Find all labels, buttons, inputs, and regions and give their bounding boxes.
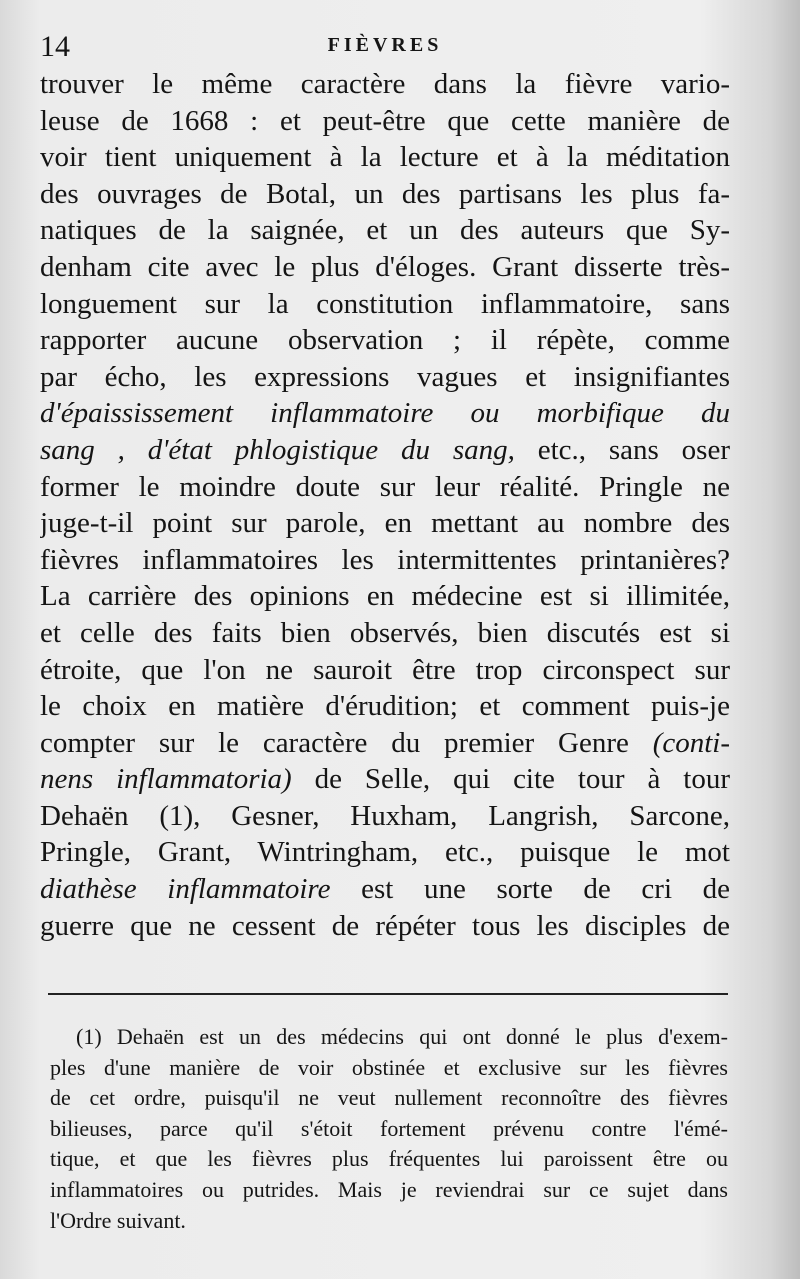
- text-span: voir tient uniquement à la lecture et à la méditation: [40, 141, 730, 174]
- text-span: etc., sans oser: [514, 433, 730, 466]
- text-span: leuse de 1668 : et peut-être que cette manière de: [40, 104, 730, 137]
- text-line: [40, 505, 730, 542]
- text-line: [40, 395, 730, 432]
- footnote-line: inflammatoires ou putrides. Mais je reviendrai sur ce sujet dans: [50, 1176, 728, 1202]
- text-line: [40, 652, 730, 689]
- text-span: est une sorte de cri de: [330, 873, 730, 906]
- page-header: [40, 30, 730, 70]
- footnote-line: (1) Dehaën est un des médecins qui ont donné le plus d'exem-: [76, 1024, 728, 1049]
- text-span: des ouvrages de Botal, un des partisans les plus fa-: [40, 177, 730, 210]
- text-line: [40, 908, 730, 945]
- page-number: 14: [40, 30, 70, 63]
- text-span: de Selle, qui cite tour à tour: [291, 763, 730, 796]
- text-line: [40, 176, 730, 213]
- footnote-line: bilieuses, parce qu'il s'étoit fortement prévenu contre l'émé-: [50, 1115, 728, 1141]
- text-span: juge-t-il point sur parole, en mettant au nombre des: [40, 507, 730, 540]
- footnote-line: de cet ordre, puisqu'il ne veut nullement reconnoître des fièvres: [50, 1085, 728, 1111]
- text-span: compter sur le caractère du premier Genre: [40, 726, 653, 759]
- italic-text: nens inflammatoria): [40, 763, 292, 796]
- text-line: [40, 286, 730, 323]
- text-line: [40, 688, 730, 725]
- text-span: La carrière des opinions en médecine est si illimitée,: [40, 580, 730, 613]
- text-line: [40, 761, 730, 798]
- text-line: [40, 542, 730, 579]
- text-span: denham cite avec le plus d'éloges. Grant disserte très-: [40, 250, 730, 283]
- text-line: [40, 871, 730, 908]
- footnote-separator: [48, 993, 728, 995]
- text-line: [40, 139, 730, 176]
- main-text-block: [40, 66, 730, 944]
- italic-text: d'épaississement inflammatoire ou morbifique du: [40, 397, 730, 430]
- text-span: étroite, que l'on ne sauroit être trop circonspect sur: [40, 653, 730, 686]
- footnote-line: l'Ordre suivant.: [50, 1207, 186, 1233]
- text-line: [40, 469, 730, 506]
- text-line: [40, 432, 730, 469]
- italic-text: sang , d'état phlogistique du sang,: [40, 433, 515, 466]
- text-span: Pringle, Grant, Wintringham, etc., puisque le mot: [40, 836, 730, 869]
- text-span: rapporter aucune observation ; il répète, comme: [40, 324, 730, 357]
- running-title: FIÈVRES: [327, 34, 443, 56]
- footnote-block: [50, 1022, 728, 1236]
- text-line: [40, 798, 730, 835]
- text-span: par écho, les expressions vagues et insignifiantes: [40, 360, 730, 393]
- text-span: le choix en matière d'érudition; et comment puis-je: [40, 690, 730, 723]
- text-line: [40, 66, 730, 103]
- italic-text: (conti-: [652, 726, 730, 759]
- text-span: natiques de la saignée, et un des auteurs que Sy-: [40, 214, 730, 247]
- text-span: longuement sur la constitution inflammatoire, sans: [40, 287, 730, 320]
- text-line: [40, 249, 730, 286]
- footnote-line: ples d'une manière de voir obstinée et exclusive sur les fièvres: [50, 1054, 728, 1080]
- italic-text: diathèse inflammatoire: [40, 873, 331, 906]
- text-span: Dehaën (1), Gesner, Huxham, Langrish, Sarcone,: [40, 799, 730, 832]
- text-line: [40, 322, 730, 359]
- text-span: trouver le même caractère dans la fièvre vario-: [40, 68, 730, 100]
- text-line: [40, 212, 730, 249]
- text-span: guerre que ne cessent de répéter tous les disciples de: [40, 909, 730, 942]
- text-line: [40, 359, 730, 396]
- text-line: [40, 578, 730, 615]
- footnote-line: tique, et que les fièvres plus fréquentes lui paroissent être ou: [50, 1146, 728, 1172]
- text-line: [40, 725, 730, 762]
- text-span: et celle des faits bien observés, bien discutés est si: [40, 616, 730, 649]
- text-span: former le moindre doute sur leur réalité. Pringle ne: [40, 470, 730, 503]
- text-span: fièvres inflammatoires les intermittentes printanières?: [40, 543, 730, 576]
- text-line: [40, 834, 730, 871]
- text-line: [40, 103, 730, 140]
- text-line: [40, 615, 730, 652]
